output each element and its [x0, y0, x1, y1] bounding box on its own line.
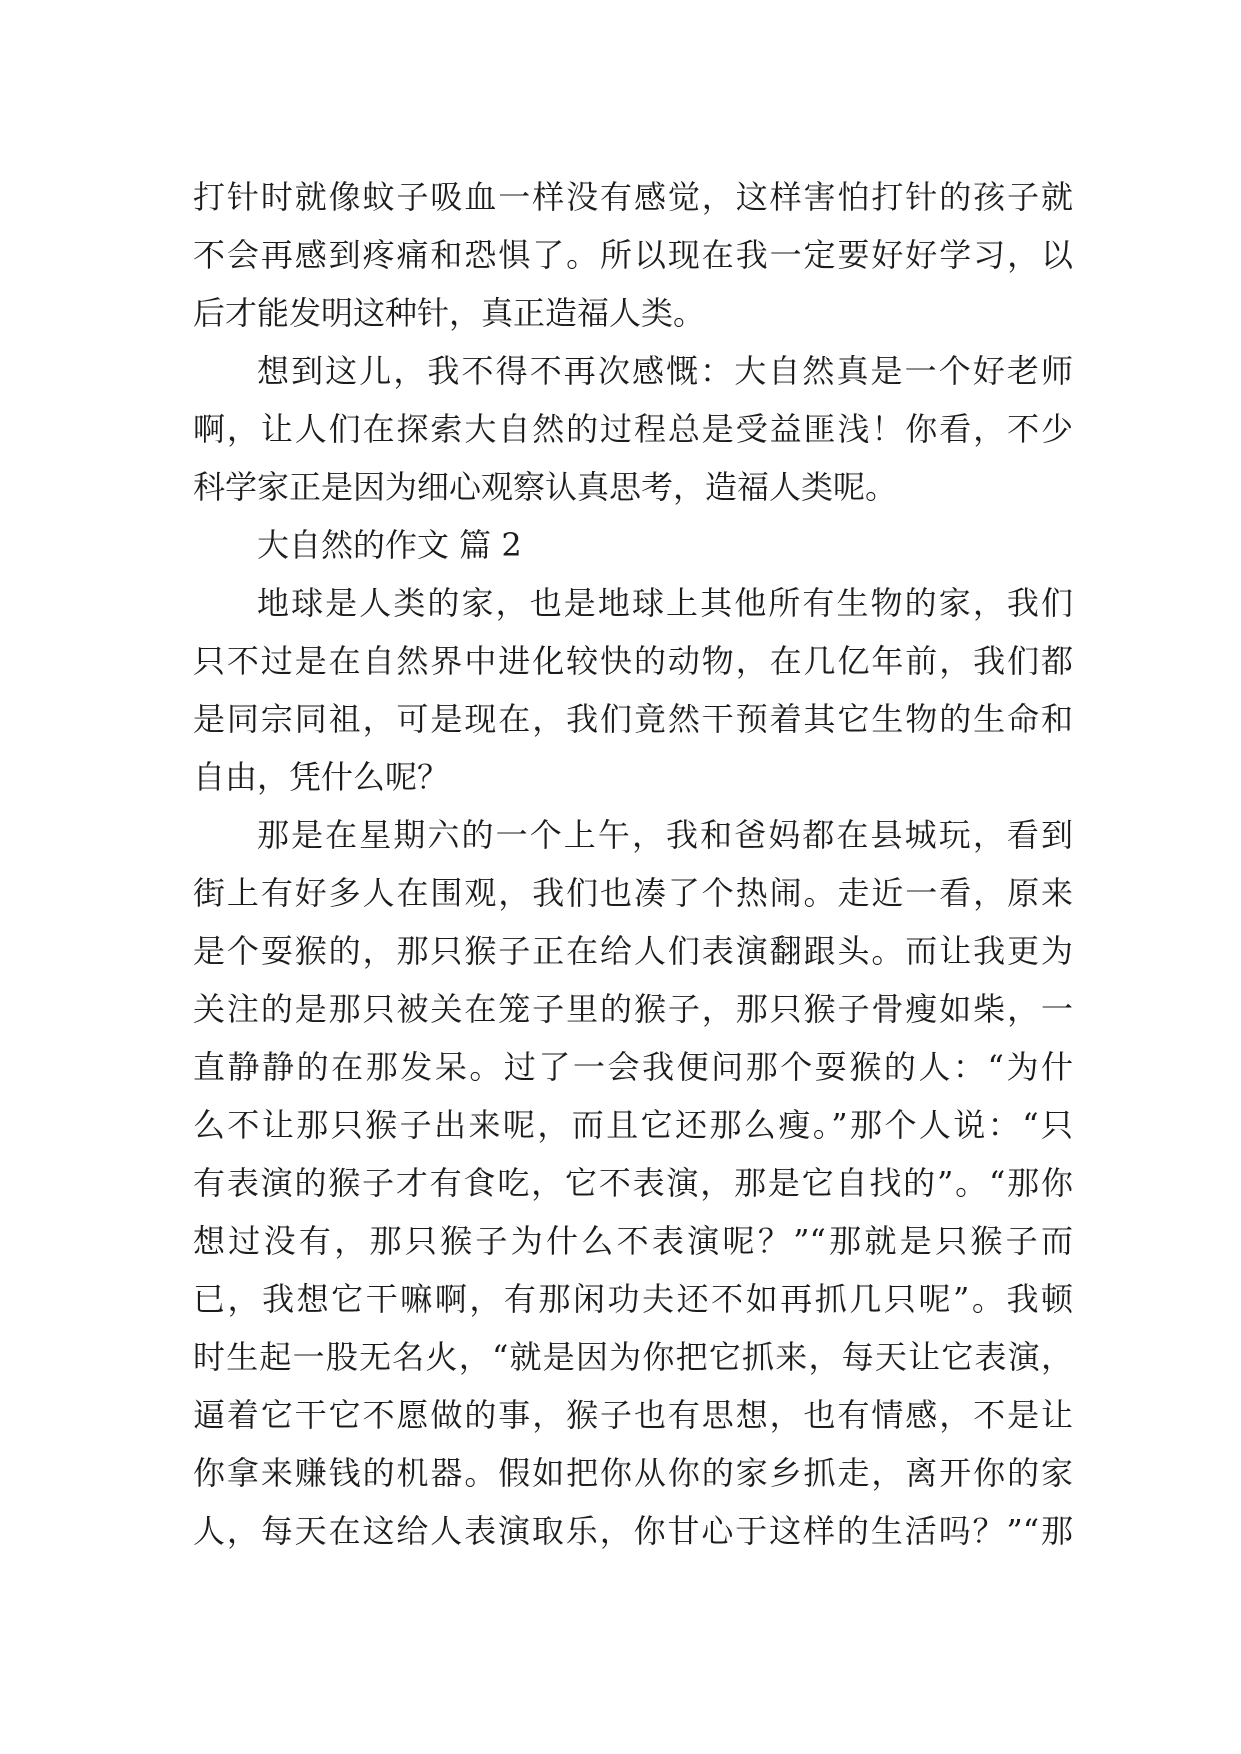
text-line: 是个耍猴的，那只猴子正在给人们表演翻跟头。而让我更为 — [193, 932, 1073, 970]
text-line: 不会再感到疼痛和恐惧了。所以现在我一定要好好学习，以 — [193, 236, 1073, 274]
text-line: 有表演的猴子才有食吃，它不表演，那是它自找的”。“那你 — [193, 1164, 1073, 1202]
text-line: 想过没有，那只猴子为什么不表演呢？”“那就是只猴子而 — [193, 1222, 1073, 1260]
body-text — [193, 168, 1073, 1560]
text-line: 后才能发明这种针，真正造福人类。 — [193, 294, 706, 332]
text-line: 直静静的在那发呆。过了一会我便问那个耍猴的人：“为什 — [193, 1048, 1073, 1086]
text-line: 时生起一股无名火，“就是因为你把它抓来，每天让它表演， — [193, 1338, 1073, 1376]
text-line: 已，我想它干嘛啊，有那闲功夫还不如再抓几只呢”。我顿 — [193, 1280, 1073, 1318]
section-heading — [193, 516, 1073, 574]
text-line: 逼着它干它不愿做的事，猴子也有思想，也有情感，不是让 — [193, 1396, 1073, 1434]
text-line: 那是在星期六的一个上午，我和爸妈都在县城玩，看到 — [257, 816, 1073, 854]
text-line: 你拿来赚钱的机器。假如把你从你的家乡抓走，离开你的家 — [193, 1454, 1073, 1492]
text-line: 关注的是那只被关在笼子里的猴子，那只猴子骨瘦如柴，一 — [193, 990, 1073, 1028]
text-line: 打针时就像蚊子吸血一样没有感觉，这样害怕打针的孩子就 — [193, 178, 1073, 216]
paragraph — [193, 168, 1073, 342]
text-line: 只不过是在自然界中进化较快的动物，在几亿年前，我们都 — [193, 642, 1073, 680]
text-line: 是同宗同祖，可是现在，我们竟然干预着其它生物的生命和 — [193, 700, 1073, 738]
text-line: 自由，凭什么呢？ — [193, 758, 450, 796]
heading-text: 大自然的作文 篇 2 — [257, 526, 522, 564]
text-line: 街上有好多人在围观，我们也凑了个热闹。走近一看，原来 — [193, 874, 1073, 912]
text-line: 人，每天在这给人表演取乐，你甘心于这样的生活吗？”“那 — [193, 1512, 1073, 1550]
text-line: 想到这儿，我不得不再次感慨：大自然真是一个好老师 — [257, 352, 1073, 390]
text-line: 地球是人类的家，也是地球上其他所有生物的家，我们 — [257, 584, 1073, 622]
text-line: 啊，让人们在探索大自然的过程总是受益匪浅！你看，不少 — [193, 410, 1073, 448]
paragraph — [193, 806, 1073, 1560]
text-line: 科学家正是因为细心观察认真思考，造福人类呢。 — [193, 468, 898, 506]
paragraph — [193, 574, 1073, 806]
paragraph — [193, 342, 1073, 516]
text-line: 么不让那只猴子出来呢，而且它还那么瘦。”那个人说：“只 — [193, 1106, 1073, 1144]
